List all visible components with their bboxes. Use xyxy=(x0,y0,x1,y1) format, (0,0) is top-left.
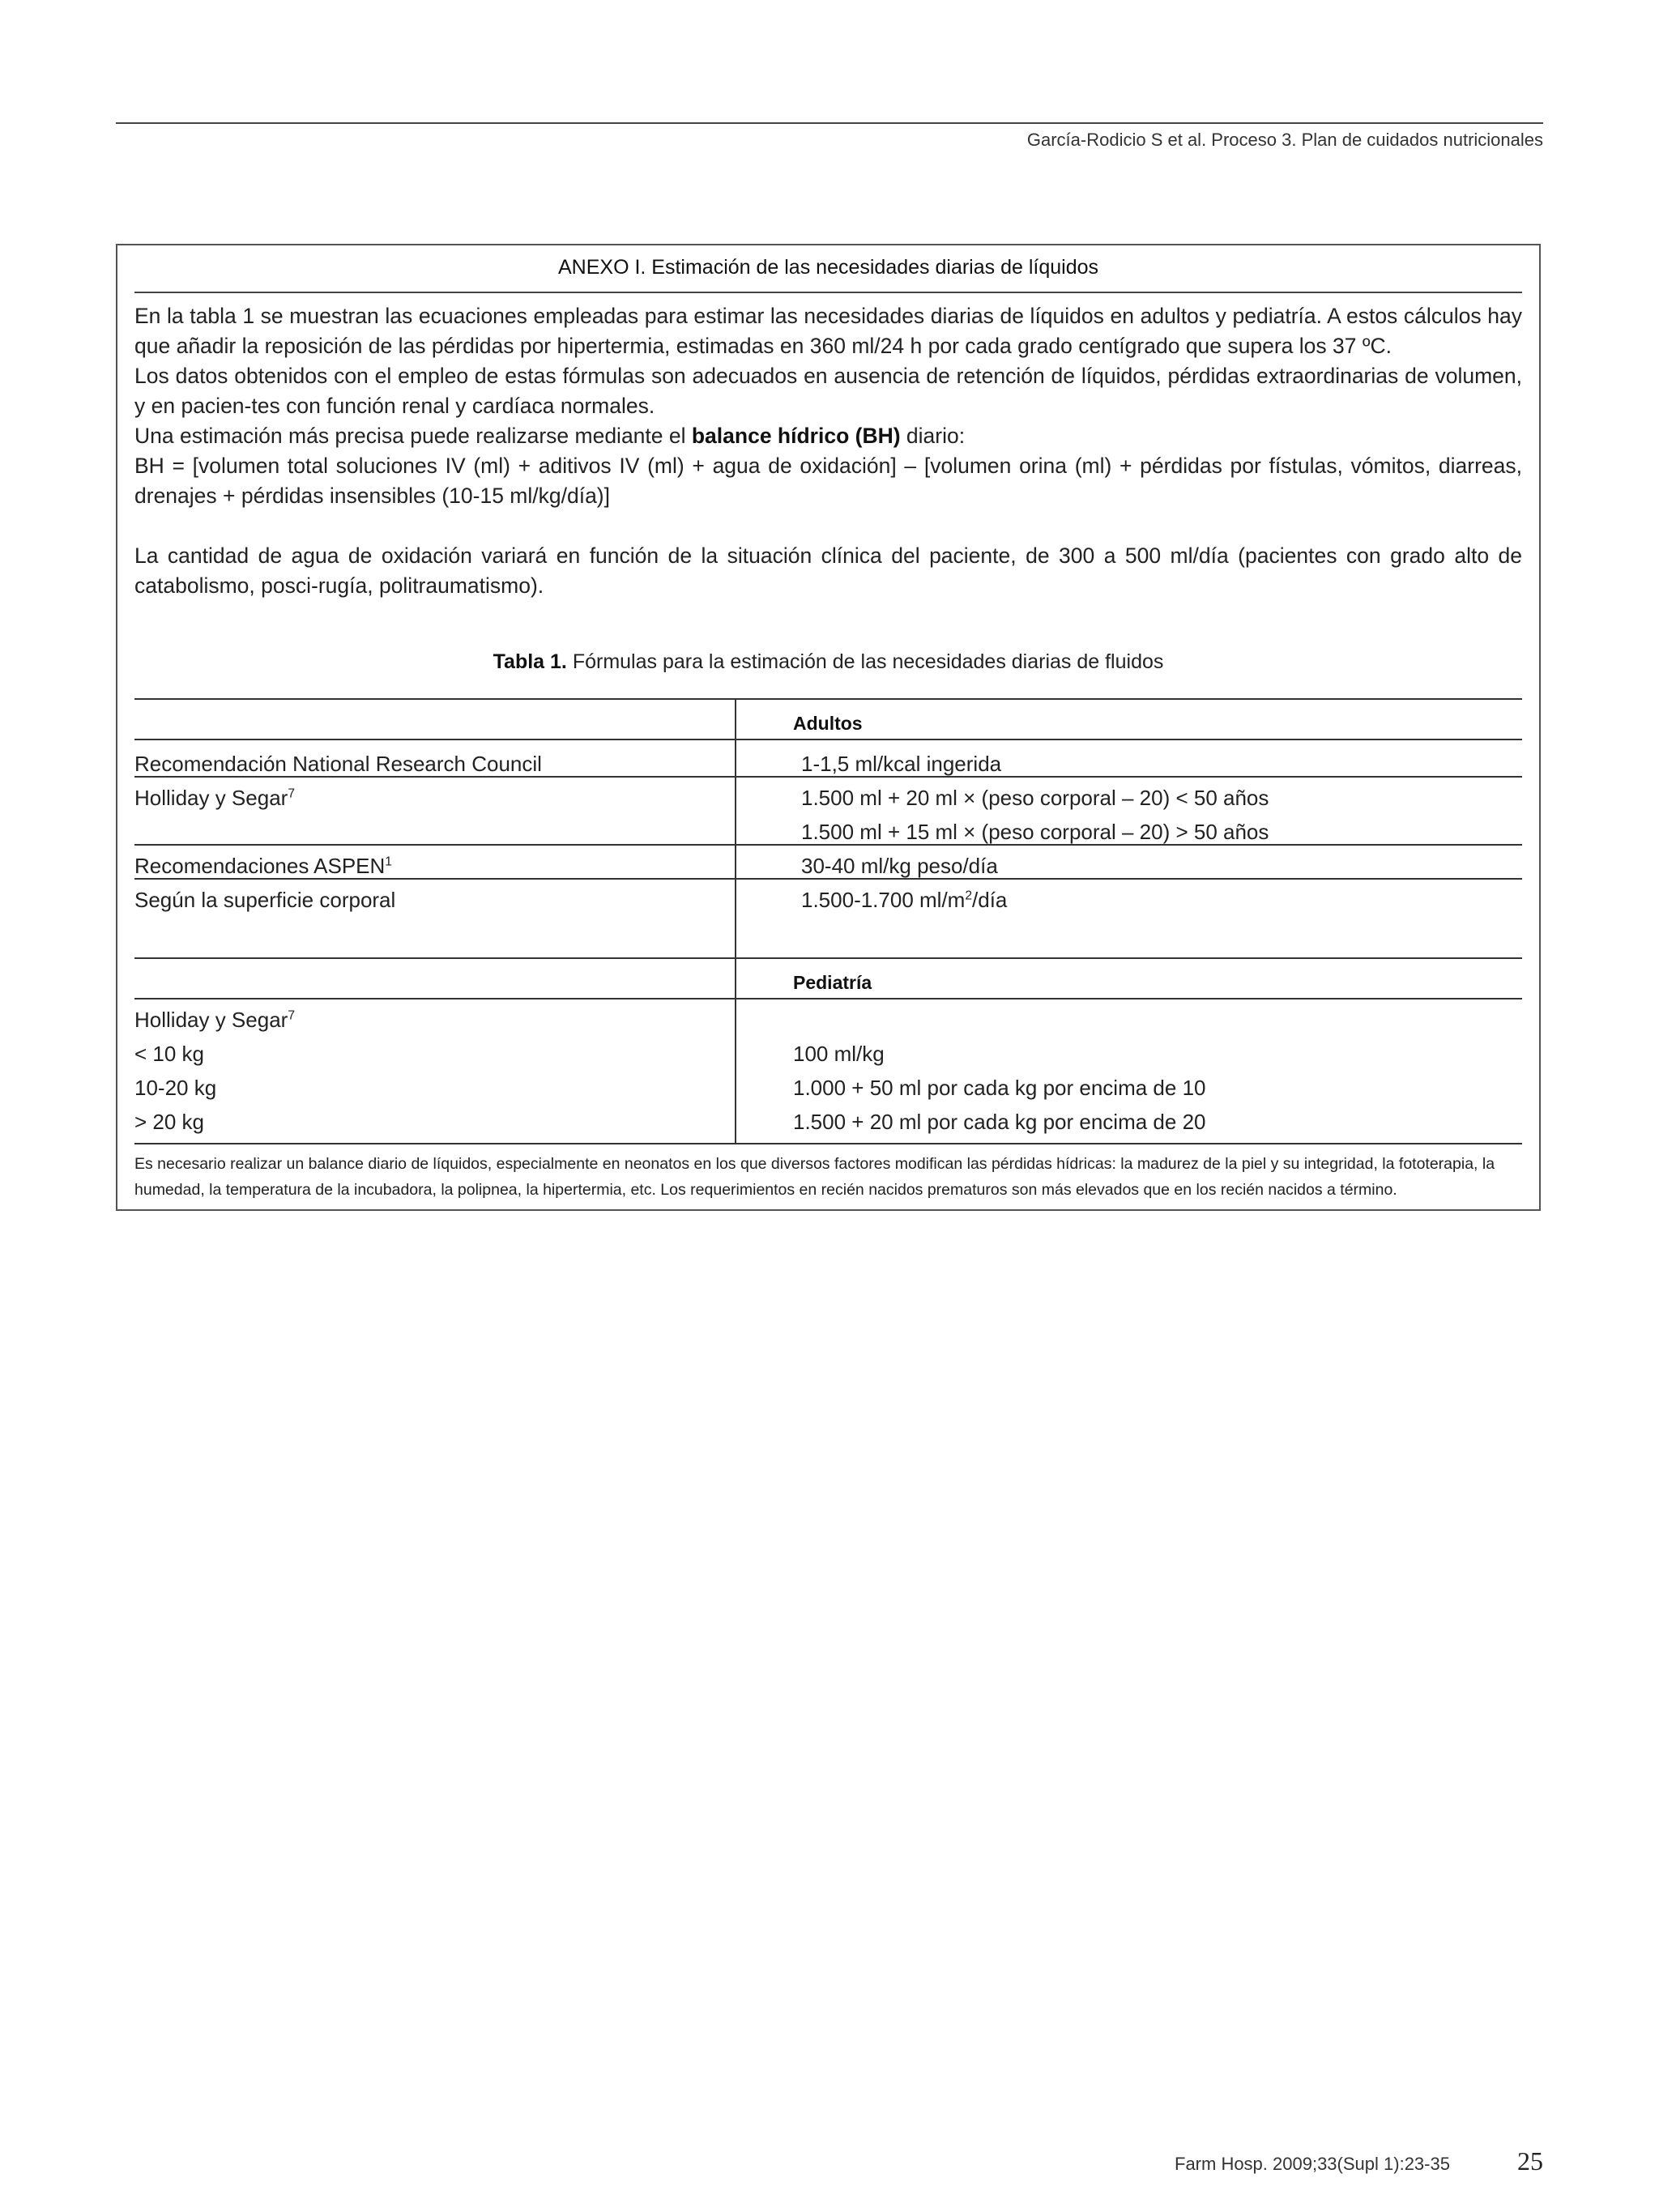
balance-hidrico-term: balance hídrico (BH) xyxy=(691,424,901,448)
reference-superscript: 7 xyxy=(288,786,295,801)
table-row-value: 1.500 + 20 ml por cada kg por encima de 20 xyxy=(793,1110,1206,1134)
paragraph-3-tail: diario: xyxy=(900,424,966,448)
table-footnote xyxy=(134,1151,1529,1203)
fluid-requirements-table xyxy=(134,698,1522,1143)
annex-paragraph-5: La cantidad de agua de oxidación variará en función de la situación clínica del paciente, de 300 a 500 ml/día (pacientes con grado alto de catabolismo, posci-rugía, politraumatismo). xyxy=(134,543,1522,598)
table-row-label xyxy=(134,1008,295,1032)
reference-superscript: 7 xyxy=(288,1008,295,1023)
annex-paragraph-1: En la tabla 1 se muestran las ecuaciones empleadas para estimar las necesidades diarias de líquidos en adultos y pediatría. A estos cálculos hay que añadir la reposición de las pérdidas por hipertermia, estimadas en 360 ml/24 h por cada grado centígrado que supera los 37 ºC. xyxy=(134,304,1522,358)
adults-header-rule xyxy=(134,739,1522,740)
adults-section-header: Adultos xyxy=(793,713,863,734)
annex-paragraph-2: Los datos obtenidos con el empleo de estas fórmulas son adecuados en ausencia de retención de líquidos, pérdidas extraordinarias de volumen, y en pacien-tes con función renal y cardíaca normales. xyxy=(134,364,1522,418)
row-label-text: Holliday y Segar xyxy=(134,1008,288,1032)
table-row-label: Según la superficie corporal xyxy=(134,888,396,912)
pediatrics-section-header: Pediatría xyxy=(793,972,872,993)
table-row-label: Recomendación National Research Council xyxy=(134,752,542,776)
bh-formula: BH = [volumen total soluciones IV (ml) + aditivos IV (ml) + agua de oxidación] – [volumen orina (ml) + pérdidas por fístulas, vómitos, diarreas, drenajes + pérdidas insensibles (10-15 ml/kg/día)] xyxy=(134,454,1522,508)
table-row-label: < 10 kg xyxy=(134,1042,205,1066)
header-rule xyxy=(116,122,1543,124)
annex-body xyxy=(134,301,1522,601)
annex-title: ANEXO I. Estimación de las necesidades diarias de líquidos xyxy=(557,256,1099,279)
paragraph-3-lead: Una estimación más precisa puede realizarse mediante el xyxy=(134,424,692,448)
table-row-label xyxy=(134,854,392,878)
paragraph-spacer xyxy=(134,511,1522,541)
annex-box xyxy=(116,244,1541,1211)
table-caption-text: Fórmulas para la estimación de las necesidades diarias de fluidos xyxy=(566,650,1164,673)
pediatrics-top-rule xyxy=(134,957,1522,959)
table-row-value xyxy=(801,888,1007,912)
table-row-value: 30-40 ml/kg peso/día xyxy=(801,854,998,878)
table-caption-label: Tabla 1. xyxy=(493,650,567,673)
table-row-value: 1.500 ml + 15 ml × (peso corporal – 20) > 50 años xyxy=(801,820,1269,844)
table-row-value: 1.500 ml + 20 ml × (peso corporal – 20) < 50 años xyxy=(801,786,1269,810)
table-row-label xyxy=(134,786,295,810)
row-rule xyxy=(134,776,1522,778)
column-divider xyxy=(735,698,736,1143)
footer-citation: Farm Hosp. 2009;33(Supl 1):23-35 xyxy=(1175,2154,1450,2174)
annex-title-rule xyxy=(134,292,1522,293)
annex-paragraph-3 xyxy=(134,421,1522,451)
table-row-value: 100 ml/kg xyxy=(793,1042,885,1066)
row-rule xyxy=(134,878,1522,880)
row-rule xyxy=(134,844,1522,846)
reference-superscript: 1 xyxy=(385,855,392,869)
table-row-value: 1-1,5 ml/kcal ingerida xyxy=(801,752,1002,776)
running-header: García-Rodicio S et al. Proceso 3. Plan de cuidados nutricionales xyxy=(1026,130,1543,150)
table-bottom-rule xyxy=(134,1143,1522,1144)
exponent-superscript: 2 xyxy=(965,889,973,903)
table-caption xyxy=(117,650,1539,674)
row-label-text: Holliday y Segar xyxy=(134,786,288,810)
value-text: /día xyxy=(972,888,1008,912)
table-row-label: > 20 kg xyxy=(134,1110,205,1134)
pediatrics-header-rule xyxy=(134,998,1522,999)
table-footnote-text: Es necesario realizar un balance diario de líquidos, especialmente en neonatos en los que diversos factores modifican las pérdidas hídricas: la madurez de la piel y su integridad, la fototerapia, la humedad, la temperatura de la incubadora, la polipnea, la hipertermia, etc. Los requerimientos en recién nacidos prematuros son más elevados que en los recién nacidos a término. xyxy=(134,1155,1495,1199)
table-row-label: 10-20 kg xyxy=(134,1076,217,1100)
table-top-rule xyxy=(134,698,1522,700)
table-row-value: 1.000 + 50 ml por cada kg por encima de 10 xyxy=(793,1076,1206,1100)
page-number: 25 xyxy=(1517,2146,1543,2176)
value-text: 1.500-1.700 ml/m xyxy=(801,888,966,912)
row-label-text: Recomendaciones ASPEN xyxy=(134,854,386,878)
